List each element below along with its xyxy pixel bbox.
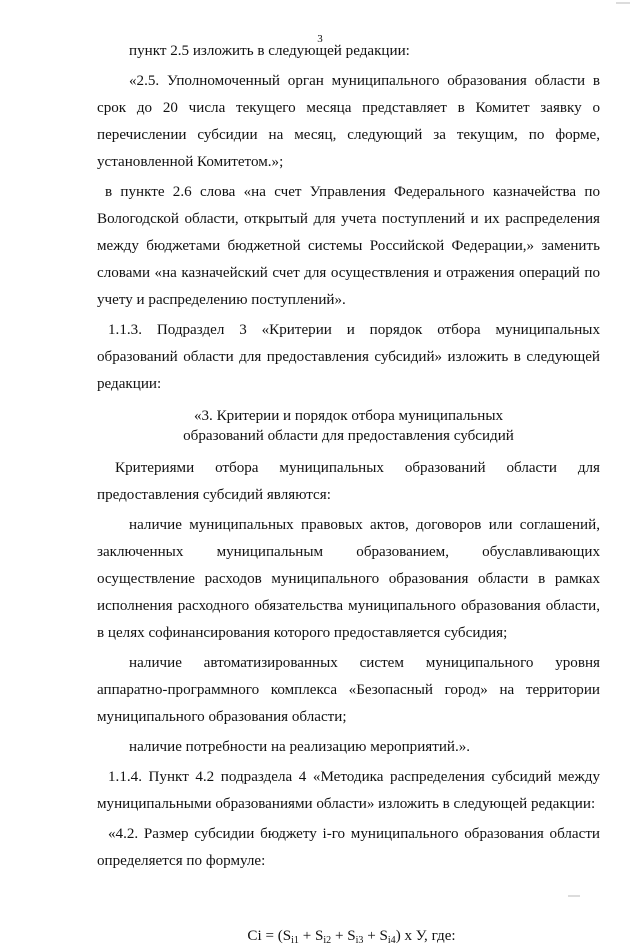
formula-lhs: Ci = (S [247, 928, 292, 944]
scan-artifact [616, 2, 630, 4]
paragraph-criterion-safe-city: наличие автоматизированных систем муниципального уровня аппаратно-программного комплекса «Безопасный город» на территории муниципального образования области; [97, 655, 600, 725]
formula-tail: ) х У, где: [395, 928, 456, 944]
paragraph-criterion-need: наличие потребности на реализацию мероприятий.». [129, 739, 471, 755]
paragraph-clause-4-2: «4.2. Размер субсидии бюджету i-го муниципального образования области определяется по формуле: [97, 826, 600, 869]
formula-subscript: i1 [291, 935, 299, 946]
page-number: 3 [317, 33, 323, 45]
paragraph-amend-2-6: в пункте 2.6 слова «на счет Управления Федерального казначейства по Вологодской области, открытый для учета поступлений и их распределения между бюджетами бюджетной системы Российской Федерации,» заменить словами «на казначейский счет для осуществления и отражения операций по учету и распределению поступлений». [97, 184, 600, 308]
formula-term: + S [298, 928, 324, 944]
formula-subscript: i3 [355, 935, 364, 946]
scan-artifact [568, 895, 580, 897]
paragraph-criteria-intro: Критериями отбора муниципальных образований области для предоставления субсидий являются: [97, 460, 600, 503]
paragraph-item-1-1-4: 1.1.4. Пункт 4.2 подраздела 4 «Методика распределения субсидий между муниципальными образованиями области» изложить в следующей редакции: [97, 769, 600, 812]
section-heading-line1: «3. Критерии и порядок отбора муниципальных [193, 408, 504, 424]
formula-term: + S [363, 928, 388, 944]
paragraph-clause-2-5: «2.5. Уполномоченный орган муниципального образования области в срок до 20 числа текущего месяца представляет в Комитет заявку о перечислении субсидии на месяц, следующий за текущим, по форме, установленной Комитетом.»; [97, 73, 600, 170]
section-heading-line2: образований области для предоставления субсидий [183, 428, 514, 444]
section-heading [97, 406, 600, 446]
subsidy-formula [97, 923, 600, 950]
formula-term: + S [331, 928, 356, 944]
paragraph-criterion-legal-acts: наличие муниципальных правовых актов, договоров или соглашений, заключенных муниципальным образованием, обуславливающих осуществление расходов муниципального образования области в рамках исполнения расходного обязательства муниципального образования области, в целях софинансирования которого предоставляется субсидия; [97, 517, 600, 641]
formula-subscript: i2 [323, 935, 332, 946]
document-body [97, 38, 600, 950]
paragraph-amend-2-5: пункт 2.5 изложить в следующей редакции: [129, 43, 410, 59]
paragraph-item-1-1-3: 1.1.3. Подраздел 3 «Критерии и порядок отбора муниципальных образований области для предоставления субсидий» изложить в следующей редакции: [97, 322, 600, 392]
formula-subscript: i4 [387, 935, 396, 946]
